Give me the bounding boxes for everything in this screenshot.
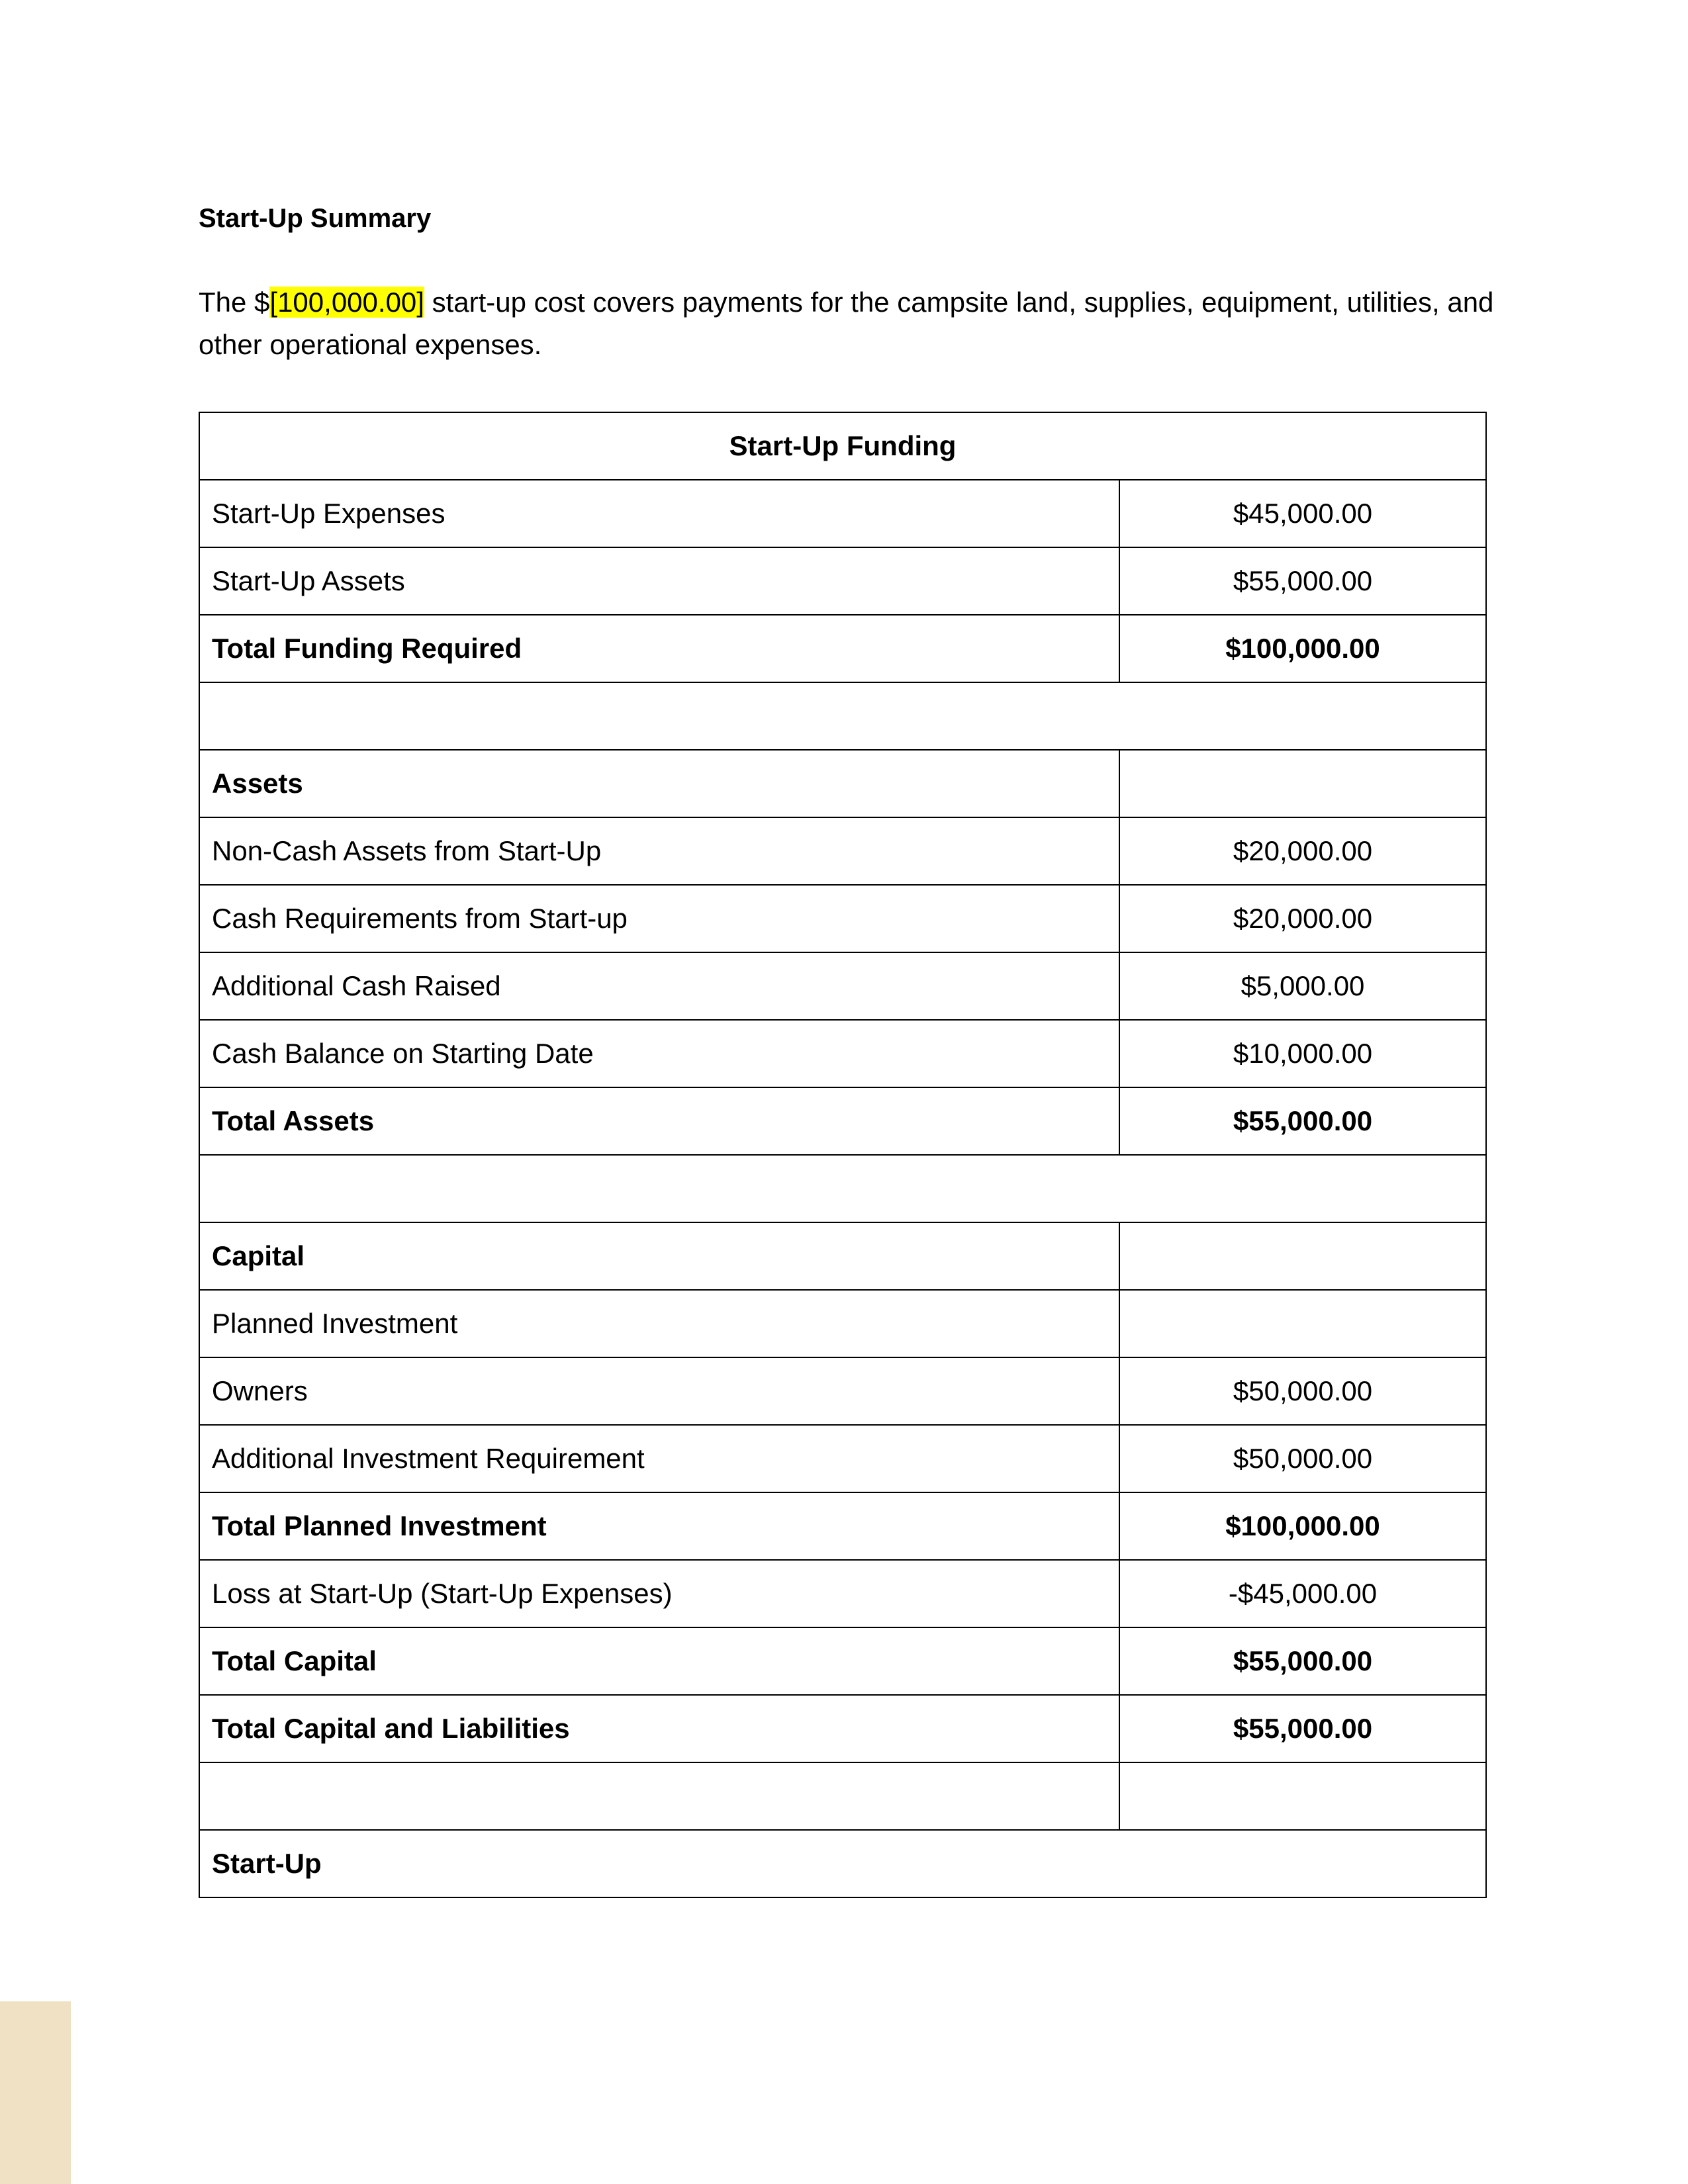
row-value: $100,000.00	[1119, 615, 1486, 682]
table-row	[199, 885, 1486, 952]
row-label: Non-Cash Assets from Start-Up	[199, 817, 1119, 885]
row-value: $55,000.00	[1119, 1627, 1486, 1695]
table-section-header	[199, 750, 1486, 817]
table-row-total	[199, 1087, 1486, 1155]
row-label: Planned Investment	[199, 1290, 1119, 1357]
row-label: Loss at Start-Up (Start-Up Expenses)	[199, 1560, 1119, 1627]
row-label: Additional Investment Requirement	[199, 1425, 1119, 1492]
spacer-cell	[199, 1762, 1119, 1830]
startup-funding-table	[199, 412, 1487, 1898]
intro-text-before: The $	[199, 287, 270, 318]
row-label: Start-Up Assets	[199, 547, 1119, 615]
row-label: Total Funding Required	[199, 615, 1119, 682]
row-label: Start-Up	[199, 1830, 1486, 1897]
row-value: $50,000.00	[1119, 1425, 1486, 1492]
row-label: Owners	[199, 1357, 1119, 1425]
row-value: -$45,000.00	[1119, 1560, 1486, 1627]
row-value: $100,000.00	[1119, 1492, 1486, 1560]
table-row-total	[199, 1492, 1486, 1560]
row-label: Assets	[199, 750, 1119, 817]
table-title-row	[199, 412, 1486, 480]
row-value: $45,000.00	[1119, 480, 1486, 547]
row-label: Total Capital	[199, 1627, 1119, 1695]
row-value	[1119, 1290, 1486, 1357]
table-row	[199, 1020, 1486, 1087]
table-title: Start-Up Funding	[199, 412, 1486, 480]
row-label: Cash Balance on Starting Date	[199, 1020, 1119, 1087]
table-row-total	[199, 1627, 1486, 1695]
intro-paragraph	[199, 281, 1496, 366]
row-label: Start-Up Expenses	[199, 480, 1119, 547]
spacer-row	[199, 682, 1486, 750]
row-label: Cash Requirements from Start-up	[199, 885, 1119, 952]
table-row-total	[199, 1695, 1486, 1762]
row-value: $55,000.00	[1119, 1695, 1486, 1762]
table-row	[199, 817, 1486, 885]
table-section-header	[199, 1830, 1486, 1897]
table-row	[199, 547, 1486, 615]
row-label: Additional Cash Raised	[199, 952, 1119, 1020]
row-value: $10,000.00	[1119, 1020, 1486, 1087]
spacer-cell	[199, 1155, 1486, 1222]
section-heading: Start-Up Summary	[199, 204, 432, 233]
row-value: $20,000.00	[1119, 885, 1486, 952]
table-row	[199, 1290, 1486, 1357]
row-label: Total Assets	[199, 1087, 1119, 1155]
row-value: $55,000.00	[1119, 1087, 1486, 1155]
table-row	[199, 952, 1486, 1020]
row-value: $55,000.00	[1119, 547, 1486, 615]
spacer-cell	[1119, 1762, 1486, 1830]
row-value: $50,000.00	[1119, 1357, 1486, 1425]
table-row	[199, 1560, 1486, 1627]
spacer-cell	[199, 682, 1486, 750]
table-row	[199, 480, 1486, 547]
table-row-total	[199, 615, 1486, 682]
row-label: Total Capital and Liabilities	[199, 1695, 1119, 1762]
row-label: Total Planned Investment	[199, 1492, 1119, 1560]
row-value: $20,000.00	[1119, 817, 1486, 885]
table-row	[199, 1425, 1486, 1492]
row-value	[1119, 1222, 1486, 1290]
row-value: $5,000.00	[1119, 952, 1486, 1020]
table-row	[199, 1357, 1486, 1425]
row-label: Capital	[199, 1222, 1119, 1290]
decorative-corner-block	[0, 2001, 71, 2184]
intro-text-after: start-up cost covers payments for the campsite land, supplies, equipment, utilities, and other operational expenses.	[199, 287, 1494, 360]
row-value	[1119, 750, 1486, 817]
spacer-row	[199, 1155, 1486, 1222]
spacer-row	[199, 1762, 1486, 1830]
table-section-header	[199, 1222, 1486, 1290]
highlighted-amount: [100,000.00]	[269, 287, 424, 318]
